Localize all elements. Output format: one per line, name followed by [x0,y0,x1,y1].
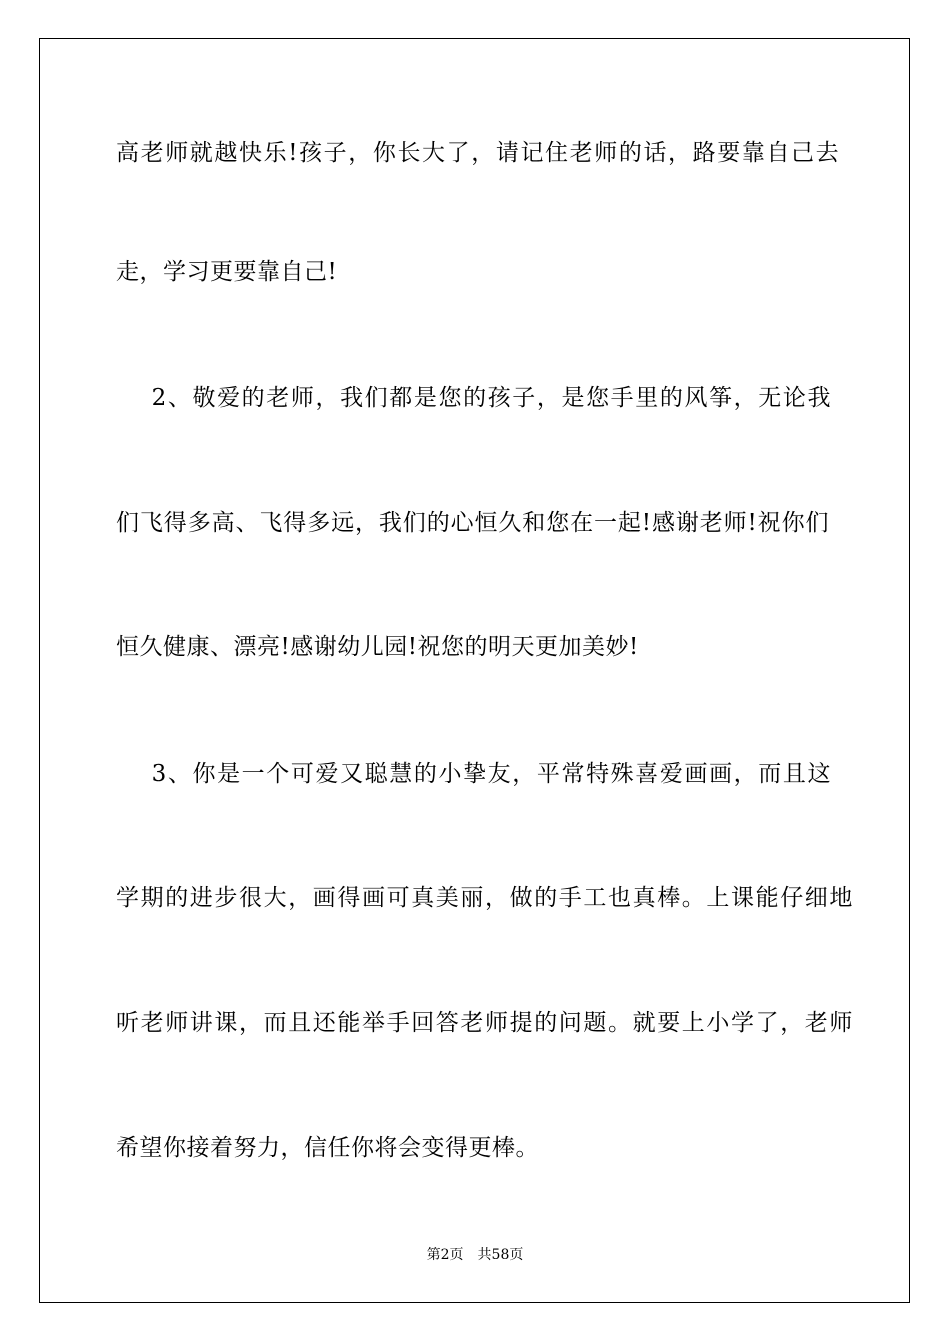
text-line-7: 学期的进步很大，画得画可真美丽，做的手工也真棒。上课能仔细地 [116,885,854,911]
text-line-4: 们飞得多高、飞得多远，我们的心恒久和您在一起!感谢老师!祝你们 [116,510,830,536]
text-line-3: 2、敬爱的老师，我们都是您的孩子，是您手里的风筝，无论我 [116,385,833,411]
text-line-6: 3、你是一个可爱又聪慧的小挚友，平常特殊喜爱画画，而且这 [116,761,833,787]
text-line-9: 希望你接着努力，信任你将会变得更棒。 [116,1135,539,1161]
text-line-5: 恒久健康、漂亮!感谢幼儿园!祝您的明天更加美妙! [116,634,639,660]
text-line-8: 听老师讲课，而且还能举手回答老师提的问题。就要上小学了，老师 [116,1010,854,1036]
text-line-1: 高老师就越快乐!孩子，你长大了，请记住老师的话，路要靠自己去 [116,140,841,166]
page-number-footer: 第2页 共58页 [426,1247,524,1263]
text-line-2: 走，学习更要靠自己! [116,259,338,285]
page-border [39,38,910,1303]
